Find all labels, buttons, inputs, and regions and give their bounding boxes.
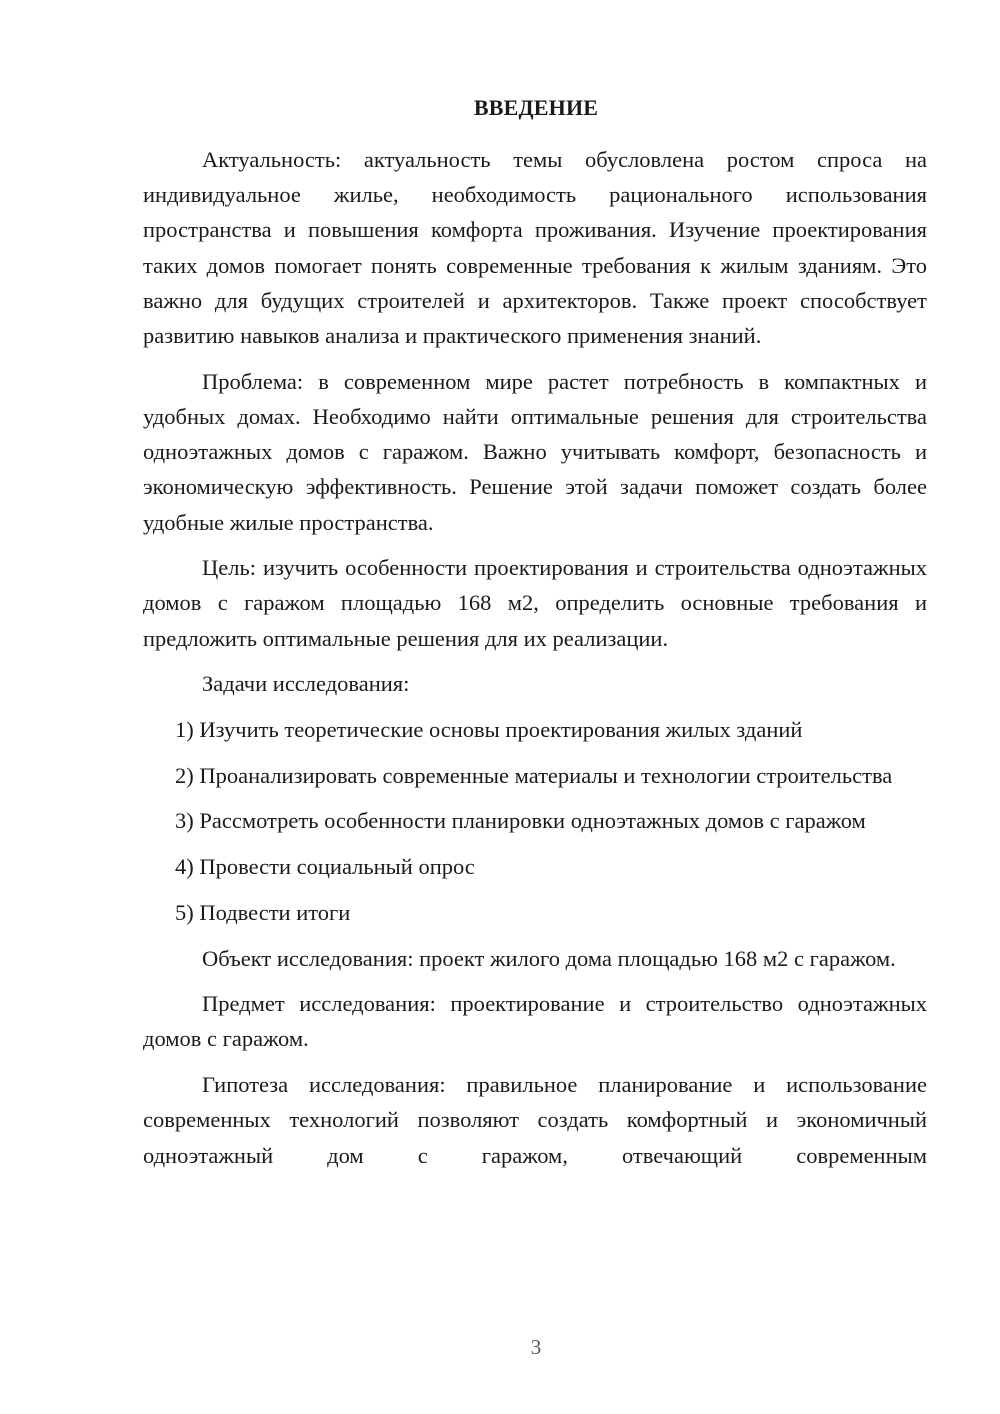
document-body: [143, 142, 927, 1183]
paragraph-hypothesis: Гипотеза исследования: правильное планирование и использование современных технологий позволяют создать комфортный и экономичный одноэтажный дом с гаражом, отвечающий современным: [143, 1072, 927, 1168]
task-item-2: 2) Проанализировать современные материалы и технологии строительства: [175, 762, 893, 788]
task-item-5: 5) Подвести итоги: [175, 899, 351, 925]
page-number: 3: [530, 1335, 542, 1359]
task-item-4: 4) Провести социальный опрос: [175, 854, 475, 880]
paragraph-tasks-heading: Задачи исследования:: [202, 671, 410, 697]
paragraph-goal: Цель: изучить особенности проектирования и строительства одноэтажных домов с гаражом площадью 168 м2, определить основные требования и предложить оптимальные решения для их реализации.: [143, 555, 927, 651]
paragraph-problem: Проблема: в современном мире растет потребность в компактных и удобных домах. Необходимо найти оптимальные решения для строительства одноэтажных домов с гаражом. Важно учитывать комфорт, безопасность и экономическую эффективность. Решение этой задачи поможет создать более удобные жилые пространства.: [143, 368, 927, 535]
paragraph-relevance: Актуальность: актуальность темы обусловлена ростом спроса на индивидуальное жилье, необходимость рационального использования пространства и повышения комфорта проживания. Изучение проектирования таких домов помогает понять современные требования к жилым зданиям. Это важно для будущих строителей и архитекторов. Также проект способствует развитию навыков анализа и практического применения знаний.: [143, 147, 927, 349]
paragraph-subject: Предмет исследования: проектирование и строительство одноэтажных домов с гаражом.: [143, 991, 927, 1052]
section-title: ВВЕДЕНИЕ: [473, 95, 599, 120]
paragraph-object: Объект исследования: проект жилого дома площадью 168 м2 с гаражом.: [202, 945, 896, 971]
task-item-1: 1) Изучить теоретические основы проектирования жилых зданий: [175, 717, 803, 743]
task-item-3: 3) Рассмотреть особенности планировки одноэтажных домов с гаражом: [175, 808, 866, 834]
